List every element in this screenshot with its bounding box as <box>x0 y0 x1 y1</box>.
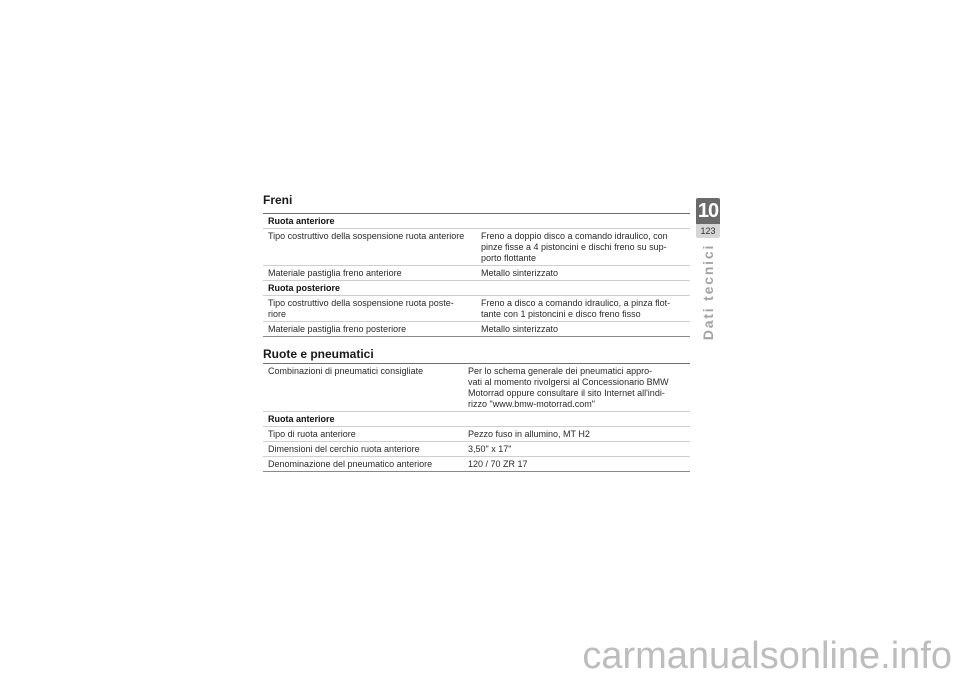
rear-wheel-subheader: Ruota posteriore <box>268 283 341 293</box>
table-row <box>263 266 690 281</box>
row-label: Materiale pastiglia freno posteriore <box>268 324 407 334</box>
table-subheader <box>263 412 690 427</box>
table-row <box>263 457 690 472</box>
row-value: Freno a doppio disco a comando idraulico, con pinze fisse a 4 pistoncini e dischi freno su sup- porto flottante <box>481 231 668 263</box>
table-row <box>263 322 690 337</box>
row-value: Per lo schema generale dei pneumatici appro- vati al momento rivolgersi al Concessionario BMW Motorrad oppure consultare il sito Internet all'indi- rizzo "www.bmw-motorrad.com" <box>468 366 669 409</box>
brakes-table <box>263 213 690 337</box>
front-wheel-subheader: Ruota anteriore <box>268 414 335 424</box>
section-title-brakes: Freni <box>263 193 293 207</box>
row-label: Materiale pastiglia freno anteriore <box>268 268 402 278</box>
table-row <box>263 229 690 266</box>
row-label: Combinazioni di pneumatici consigliate <box>268 366 424 376</box>
row-value: Metallo sinterizzato <box>481 324 559 334</box>
chapter-title-vertical: Dati tecnici <box>700 243 716 341</box>
table-subheader <box>263 281 690 296</box>
front-wheel-subheader: Ruota anteriore <box>268 216 335 226</box>
row-label: Tipo costruttivo della sospensione ruota anteriore <box>268 231 465 241</box>
row-value: Metallo sinterizzato <box>481 268 559 278</box>
row-label: Dimensioni del cerchio ruota anteriore <box>268 444 420 454</box>
wheels-table <box>263 363 690 472</box>
section-title-wheels: Ruote e pneumatici <box>263 347 374 361</box>
watermark: carmanualsonline.info <box>582 635 952 677</box>
chapter-number: 10 <box>697 200 719 222</box>
table-row <box>263 427 690 442</box>
row-value: Pezzo fuso in allumino, MT H2 <box>468 429 590 439</box>
row-value: Freno a disco a comando idraulico, a pinza flot- tante con 1 pistoncini e disco freno fisso <box>481 298 671 319</box>
row-label: Tipo di ruota anteriore <box>268 429 356 439</box>
table-subheader <box>263 214 690 229</box>
row-label: Denominazione del pneumatico anteriore <box>268 459 433 469</box>
row-value: 120 / 70 ZR 17 <box>468 459 528 469</box>
chapter-tab <box>696 198 720 238</box>
table-row <box>263 442 690 457</box>
row-value: 3,50" x 17" <box>468 444 512 454</box>
table-row <box>263 364 690 412</box>
page-number: 123 <box>696 224 720 238</box>
table-row <box>263 296 690 322</box>
row-label: Tipo costruttivo della sospensione ruota poste- riore <box>268 298 454 319</box>
